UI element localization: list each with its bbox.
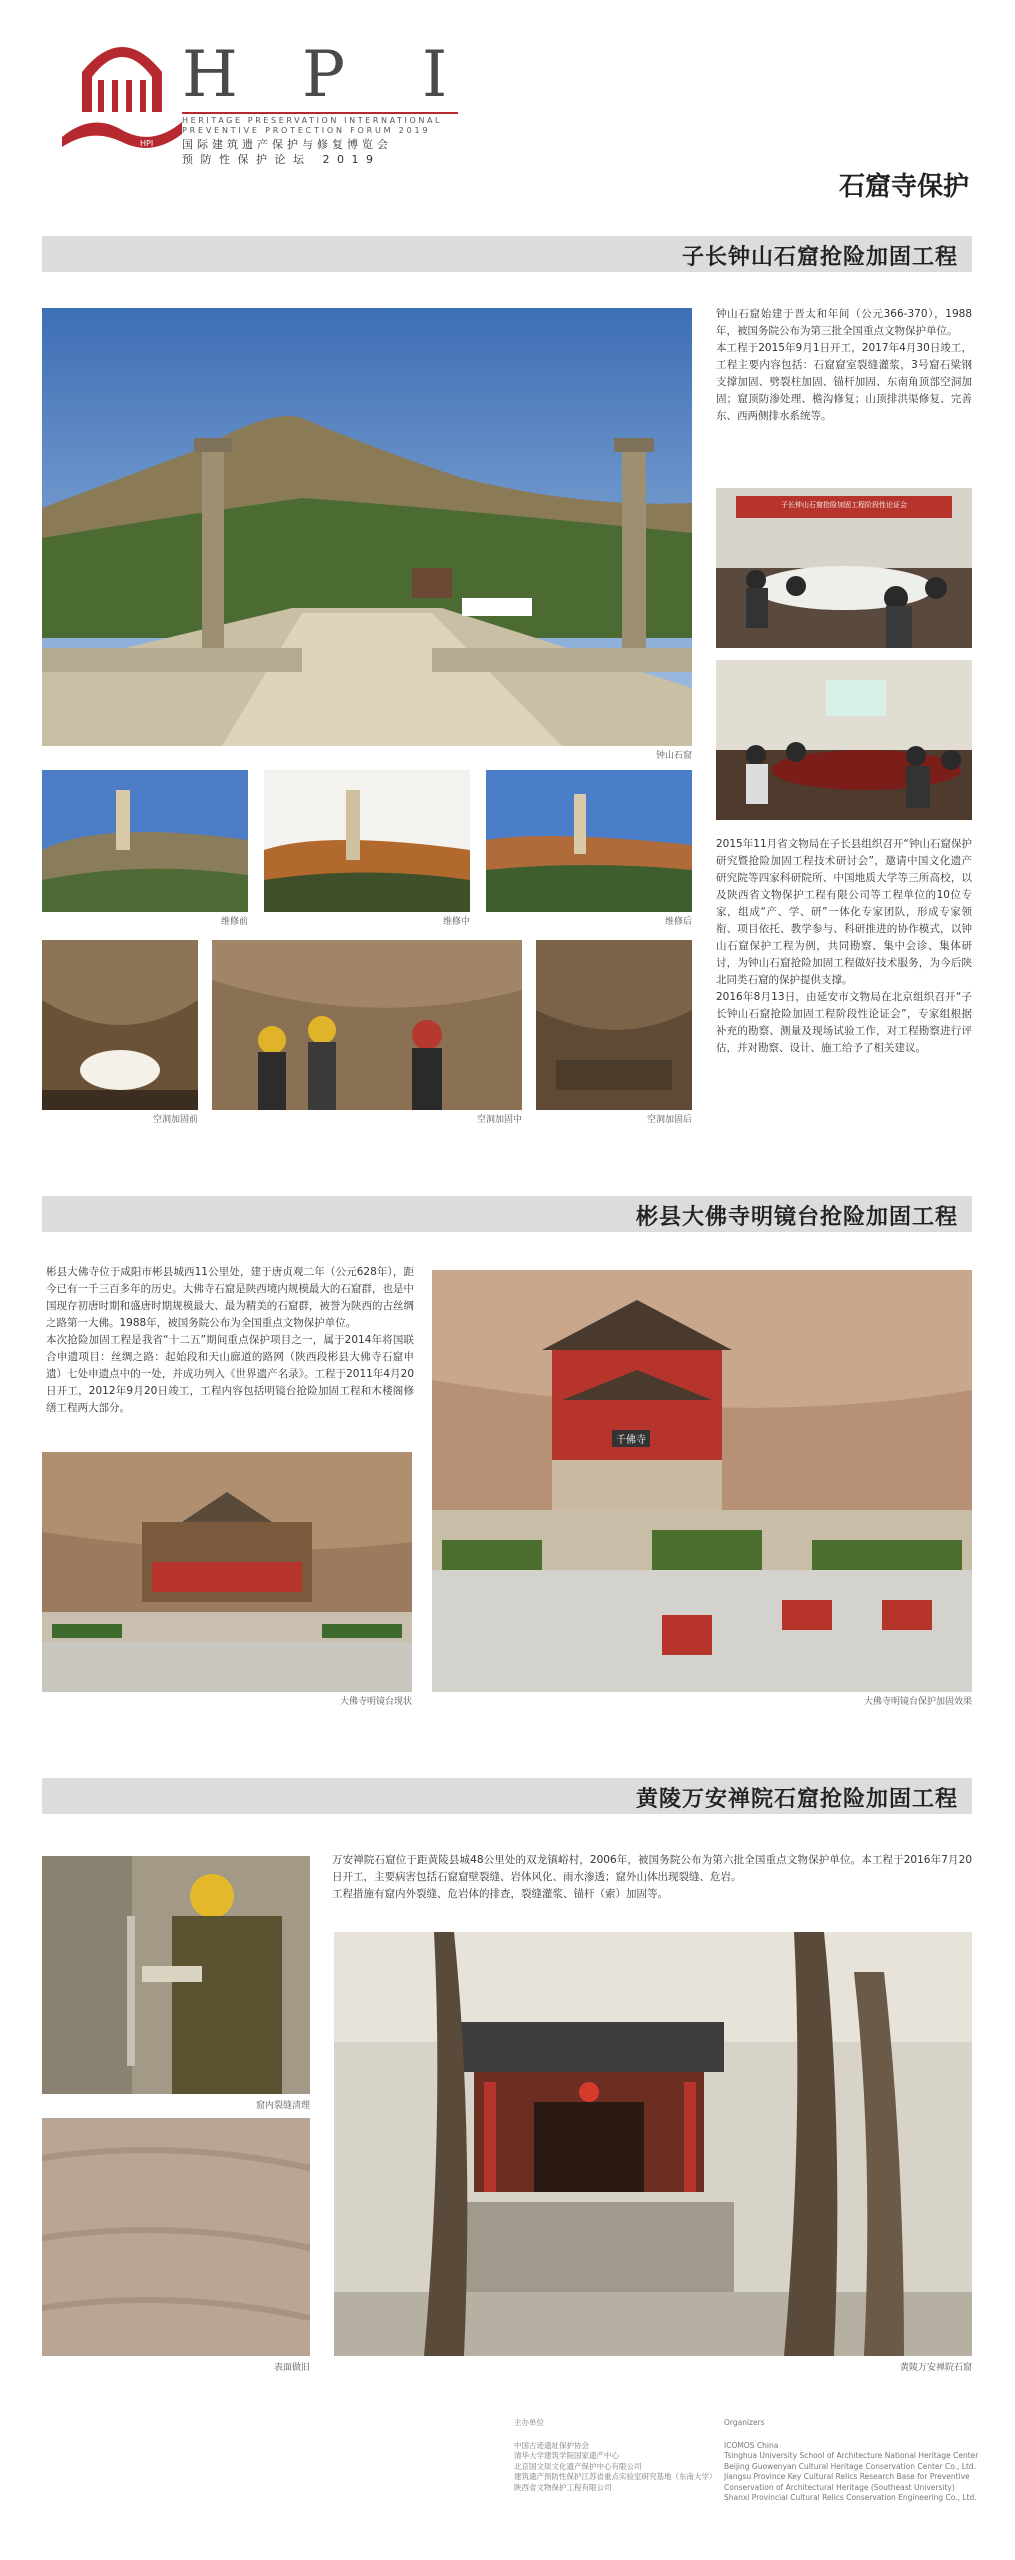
organizers-en-label: Organizers <box>724 2418 765 2427</box>
section1-title: 子长钟山石窟抢险加固工程 <box>681 245 958 270</box>
organizer-cn-item: 清华大学建筑学院国家遗产中心 <box>514 2451 619 2460</box>
section3-intro-text: 万安禅院石窟位于距黄陵县城48公里处的双龙镇峪村，2006年，被国务院公布为第六批全国重点文物保护单位。本工程于2016年7月20日开工，主要病害包括石窟窟壁裂缝、岩体风化、雨水渗透；窟外山体出现裂缝、危岩。 工程措施有窟内外裂缝、危岩体的排查，裂缝灌浆、锚杆（索）加固等。 <box>332 1854 972 1900</box>
logo-letter-i: I <box>422 38 448 112</box>
crack-cleaning-photo <box>42 1856 310 2094</box>
meeting-photo-1 <box>716 488 972 648</box>
organizer-cn-item: 建筑遗产预防性保护江苏省重点实验室研究基地（东南大学） <box>514 2472 717 2481</box>
mingjingtai-current-photo <box>42 1452 412 1692</box>
organizers-cn <box>514 2418 717 2493</box>
section3-intro <box>332 1852 972 1903</box>
pagoda-during-photo <box>264 770 470 912</box>
caption-cave-before: 空洞加固前 <box>152 1115 198 1125</box>
logo-divider <box>182 112 458 114</box>
pagoda-before-photo <box>42 770 248 912</box>
organizer-en-item: Beijing Guowenyan Cultural Heritage Conservation Center Co., Ltd. <box>724 2461 977 2471</box>
hpi-letters <box>182 38 472 112</box>
hpi-emblem-icon <box>62 42 182 152</box>
caption-mingjingtai-current: 大佛寺明镜台现状 <box>339 1697 412 1707</box>
caption-wanan-temple: 黄陵万安禅院石窟 <box>899 2363 972 2373</box>
section2-title: 彬县大佛寺明镜台抢险加固工程 <box>635 1205 958 1230</box>
logo-subtitle-en-2: PREVENTIVE PROTECTION FORUM 2019 <box>182 126 431 135</box>
section1-intro <box>716 306 972 425</box>
surface-aging-photo <box>42 2118 310 2356</box>
mingjingtai-after-photo <box>432 1270 972 1692</box>
caption-during: 维修中 <box>442 917 470 927</box>
section2-intro-text: 彬县大佛寺位于咸阳市彬县城西11公里处，建于唐贞观二年（公元628年），距今已有一千三百多年的历史。大佛寺石窟是陕西境内规模最大的石窟群，也是中国现存初唐时期和盛唐时期规模最大、最为精美的石窟群，被誉为陕西的古丝绸之路第一大佛。1988年，被国务院公布为全国重点文物保护单位。 本次抢险加固工程是我省“十二五”期间重点保护项目之一，属于2014年将国联合申遗项目：丝绸之路：起始段和天山廊道的路网（陕西段彬县大佛寺石窟申遗）七处申遗点中的一处，并成功列入《世界遗产名录》。工程于2011年4月20日开工，2012年9月20日竣工，工程内容包括明镜台抢险加固工程和木楼阁修缮工程两大部分。 <box>46 1266 414 1414</box>
wanan-temple-photo <box>334 1932 972 2356</box>
section3-title: 黄陵万安禅院石窟抢险加固工程 <box>635 1787 958 1812</box>
logo-subtitle-cn-1: 国际建筑遗产保护与修复博览会 <box>182 138 392 151</box>
meeting-photo-2 <box>716 660 972 820</box>
caption-crack-cleaning: 窟内裂缝清理 <box>255 2101 310 2111</box>
cave-during-photo <box>212 940 522 1110</box>
organizer-en-item: Conservation of Architectural Heritage (Southeast University) <box>724 2482 955 2492</box>
section2-intro <box>46 1264 414 1417</box>
section1-para2-text: 2015年11月省文物局在子长县组织召开“钟山石窟保护研究暨抢险加固工程技术研讨会”，邀请中国文化遗产研究院等四家科研院所、中国地质大学等三所高校，以及陕西省文物保护工程有限公司等工程单位的10位专家，组成“产、学、研”一体化专家团队，形成专家领衔、项目依托、教学参与、科研推进的协作模式，以钟山石窟保护工程为例，共同勘察、集中会诊、集体研讨，为钟山石窟抢险加固工程做好技术服务，为今后陕北同类石窟的保护提供支撑。 2016年8月13日，由延安市文物局在北京组织召开“子长钟山石窟抢险加固工程阶段性论证会”，专家组根据补充的勘察、测量及现场试验工作，对工程勘察进行评估，并对勘察、设计、施工给予了相关建议。 <box>716 838 972 1054</box>
organizers-cn-label: 主办单位 <box>514 2418 544 2427</box>
cave-before-photo <box>42 940 198 1110</box>
section3-banner <box>42 1778 972 1814</box>
caption-after: 维修后 <box>664 917 692 927</box>
section1-banner <box>42 236 972 272</box>
organizer-en-item: Tsinghua University School of Architecture National Heritage Center <box>724 2451 979 2460</box>
organizer-cn-item: 北京国文琰文化遗产保护中心有限公司 <box>514 2461 642 2471</box>
organizers-en <box>724 2418 978 2504</box>
organizer-cn-item: 陕西省文物保护工程有限公司 <box>514 2482 612 2492</box>
logo-subtitle-cn-2: 预防性保护论坛 2019 <box>182 153 381 166</box>
gate-plaque-text: 千佛寺 <box>612 1430 650 1447</box>
section1-intro-text: 钟山石窟始建于晋太和年间（公元366-370），1988年，被国务院公布为第三批全国重点文物保护单位。 本工程于2015年9月1日开工，2017年4月30日竣工，工程主要内容包括：石窟窟室裂缝灌浆，3号窟石梁钢支撑加固、劈裂柱加固、锚杆加固、东南角顶部空洞加固；窟顶防渗处理、檐沟修复；山顶排洪渠修复、完善东、西两侧排水系统等。 <box>716 308 972 422</box>
logo-subtitle-en-1: HERITAGE PRESERVATION INTERNATIONAL <box>182 116 443 125</box>
caption-cave-during: 空洞加固中 <box>476 1115 522 1125</box>
caption-before: 维修前 <box>220 917 248 927</box>
section1-para2 <box>716 836 972 1057</box>
svg-text:HPI: HPI <box>140 139 154 148</box>
pagoda-after-photo <box>486 770 692 912</box>
caption-mingjingtai-after: 大佛寺明镜台保护加固效果 <box>863 1697 972 1707</box>
meeting-banner-text: 子长钟山石窟抢险加固工程阶段性论证会 <box>781 501 907 509</box>
caption-surface-aging: 表面做旧 <box>273 2363 310 2373</box>
zhongshan-main-photo <box>42 308 692 746</box>
caption-zhongshan-main: 钟山石窟 <box>655 751 692 761</box>
organizer-cn-item: 中国古迹遗址保护协会 <box>514 2440 589 2450</box>
cave-after-photo <box>536 940 692 1110</box>
section2-banner <box>42 1196 972 1232</box>
organizer-en-item: Jiangsu Province Key Cultural Relics Research Base for Preventive <box>724 2472 970 2481</box>
organizer-en-item: ICOMOS China <box>724 2440 779 2450</box>
caption-cave-after: 空洞加固后 <box>646 1115 692 1125</box>
hpi-logo <box>62 42 182 152</box>
logo-letter-p: P <box>302 38 346 112</box>
page-title: 石窟寺保护 <box>838 172 969 202</box>
logo-letter-h: H <box>182 38 238 112</box>
organizer-en-item: Shanxi Provincial Cultural Relics Conservation Engineering Co., Ltd. <box>724 2493 977 2502</box>
